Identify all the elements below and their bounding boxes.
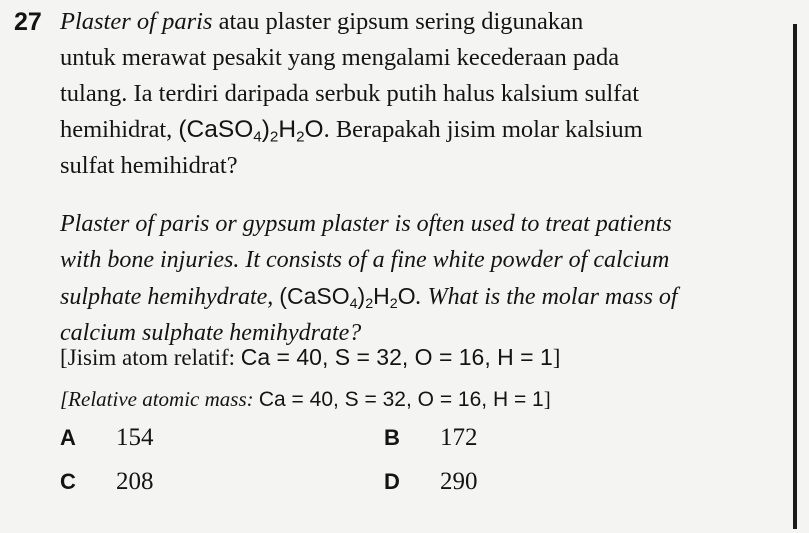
english-line-4: calcium sulphate hemihydrate? <box>60 320 362 346</box>
relative-mass-malay: [Jisim atom relatif: Ca = 40, S = 32, O = 16, H = 1] <box>60 344 561 370</box>
malay-line-3: tulang. Ia terdiri daripada serbuk putih halus kalsium sulfat <box>60 80 640 107</box>
relative-mass-values: Ca = 40, S = 32, O = 16, H = 1 <box>258 388 544 411</box>
chemical-formula: $(CaSO_4)_2H_2O$ <box>279 283 416 312</box>
question-number: 27 <box>14 8 42 36</box>
english-line-3: sulphate hemihydrate, $(CaSO_4)_2H_2O$. What is the molar mass of <box>60 283 678 312</box>
option-b[interactable]: B 172 <box>384 424 478 451</box>
option-a[interactable]: A 154 <box>60 424 154 451</box>
option-d[interactable]: D 290 <box>384 468 478 495</box>
relative-mass-english: [Relative atomic mass: Ca = 40, S = 32, O = 16, H = 1] <box>60 387 551 411</box>
question-text-malay <box>60 4 772 184</box>
english-line-1: Plaster of paris or gypsum plaster is often used to treat patients <box>60 211 672 237</box>
malay-line-5: sulfat hemihidrat? <box>60 152 238 179</box>
relative-mass-values: Ca = 40, S = 32, O = 16, H = 1 <box>240 344 553 370</box>
malay-line-4: hemihidrat, $(CaSO_4)_2H_2O$. Berapakah jisim molar kalsium <box>60 116 643 146</box>
page-margin-line <box>793 24 797 529</box>
answer-options <box>60 424 600 512</box>
question-text-english <box>60 206 772 351</box>
chemical-formula: $(CaSO_4)_2H_2O$ <box>178 116 324 146</box>
malay-line-2: untuk merawat pesakit yang mengalami kecederaan pada <box>60 44 620 71</box>
option-c[interactable]: C 208 <box>60 468 154 495</box>
plaster-of-paris-term: Plaster of paris <box>60 8 213 35</box>
english-line-2: with bone injuries. It consists of a fine white powder of calcium <box>60 247 670 273</box>
malay-line-1: Plaster of paris atau plaster gipsum sering digunakan <box>60 8 584 35</box>
